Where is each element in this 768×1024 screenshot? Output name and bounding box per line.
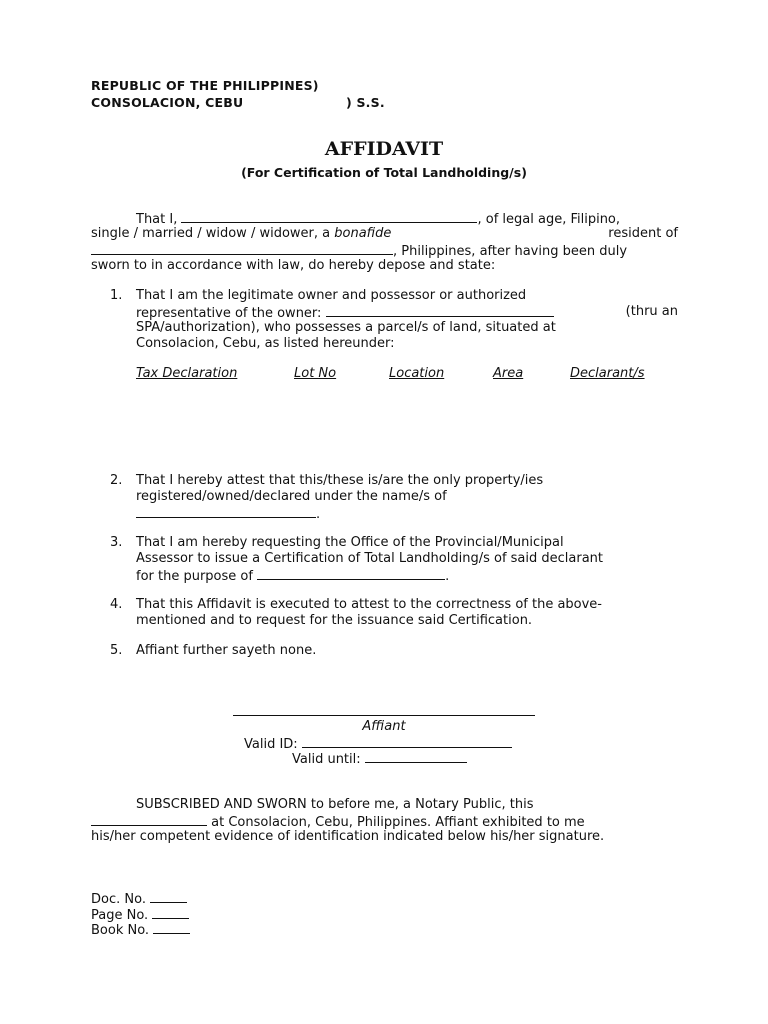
- venue-ss: ) S.S.: [346, 95, 385, 110]
- declarant-name-blank[interactable]: [136, 505, 316, 518]
- page-no-label: Page No.: [91, 908, 149, 923]
- jurat-line-1: SUBSCRIBED AND SWORN to before me, a Notary Public, this: [136, 797, 534, 812]
- valid-until-blank[interactable]: [365, 750, 467, 763]
- book-no-label: Book No.: [91, 923, 150, 938]
- item-1-number: 1.: [110, 288, 123, 303]
- affiant-signature-line[interactable]: [233, 715, 535, 716]
- property-table-header: [0, 366, 768, 382]
- item-3-line-2: Assessor to issue a Certification of Total Landholding/s of said declarant: [136, 551, 604, 566]
- item-4-line-1: That this Affidavit is executed to attest to the correctness of the above-: [136, 597, 603, 612]
- intro-line-4: sworn to in accordance with law, do hereby depose and state:: [91, 258, 496, 273]
- doc-no-label: Doc. No.: [91, 892, 146, 907]
- date-blank[interactable]: [91, 813, 207, 826]
- item-2-period: .: [316, 507, 321, 522]
- venue-line-2: CONSOLACION, CEBU: [91, 95, 244, 110]
- item-5-number: 5.: [110, 643, 123, 658]
- item-3-number: 3.: [110, 535, 123, 550]
- book-no-row: [91, 921, 190, 939]
- item-3-line-3: [136, 567, 449, 585]
- valid-id-blank[interactable]: [302, 735, 512, 748]
- venue-line-1: REPUBLIC OF THE PHILIPPINES): [91, 78, 319, 93]
- valid-until-row: [292, 750, 467, 768]
- item-2-line-1: That I hereby attest that this/these is/are the only property/ies: [136, 473, 544, 488]
- intro-legal-age: , of legal age, Filipino,: [477, 212, 621, 227]
- jurat-location: at Consolacion, Cebu, Philippines. Affiant exhibited to me: [211, 815, 585, 830]
- col-lot-no: Lot No: [294, 366, 337, 381]
- col-area: Area: [493, 366, 524, 381]
- jurat-line-3: his/her competent evidence of identification indicated below his/her signature.: [91, 829, 605, 844]
- owner-name-blank[interactable]: [326, 304, 554, 317]
- item-1-owner-label: representative of the owner:: [136, 306, 322, 321]
- page-no-blank[interactable]: [152, 906, 189, 919]
- intro-that-i: That I,: [136, 212, 178, 227]
- col-location: Location: [389, 366, 445, 381]
- residence-blank[interactable]: [91, 242, 393, 255]
- col-tax-declaration: Tax Declaration: [136, 366, 238, 381]
- item-1-thru: (thru an: [625, 304, 678, 319]
- item-2-line-2: registered/owned/declared under the name/s of: [136, 489, 447, 504]
- intro-philippines: , Philippines, after having been duly: [393, 244, 628, 259]
- intro-resident-of: resident of: [608, 226, 678, 241]
- affiant-name-blank[interactable]: [181, 210, 477, 223]
- document-subtitle: (For Certification of Total Landholding/s): [241, 165, 527, 180]
- item-5-line-1: Affiant further sayeth none.: [136, 643, 317, 658]
- item-3-purpose-label: for the purpose of: [136, 569, 253, 584]
- document-title: AFFIDAVIT: [324, 138, 444, 160]
- item-2-line-3: [136, 505, 320, 523]
- item-3-period: .: [445, 569, 450, 584]
- jurat-line-2: [91, 813, 585, 831]
- item-1-line-1: That I am the legitimate owner and possessor or authorized: [136, 288, 527, 303]
- item-1-line-2: [136, 304, 678, 322]
- valid-id-label: Valid ID:: [244, 737, 298, 752]
- item-1-line-3: SPA/authorization), who possesses a parcel/s of land, situated at: [136, 320, 556, 335]
- valid-until-label: Valid until:: [292, 752, 361, 767]
- col-declarant: Declarant/s: [570, 366, 645, 381]
- item-4-number: 4.: [110, 597, 123, 612]
- doc-no-blank[interactable]: [150, 890, 187, 903]
- intro-bonafide: bonafide: [334, 226, 392, 241]
- item-4-line-2: mentioned and to request for the issuance said Certification.: [136, 613, 533, 628]
- item-2-number: 2.: [110, 473, 123, 488]
- item-3-line-1: That I am hereby requesting the Office of the Provincial/Municipal: [136, 535, 564, 550]
- intro-civil-status: single / married / widow / widower, a: [91, 226, 331, 241]
- purpose-blank[interactable]: [257, 567, 445, 580]
- intro-line-2: [91, 226, 678, 242]
- book-no-blank[interactable]: [153, 921, 190, 934]
- item-1-line-4: Consolacion, Cebu, as listed hereunder:: [136, 336, 395, 351]
- doc-no-row: [91, 890, 187, 908]
- intro-line-3: [91, 242, 627, 260]
- affiant-label: Affiant: [362, 719, 406, 734]
- intro-line-1: [136, 210, 620, 228]
